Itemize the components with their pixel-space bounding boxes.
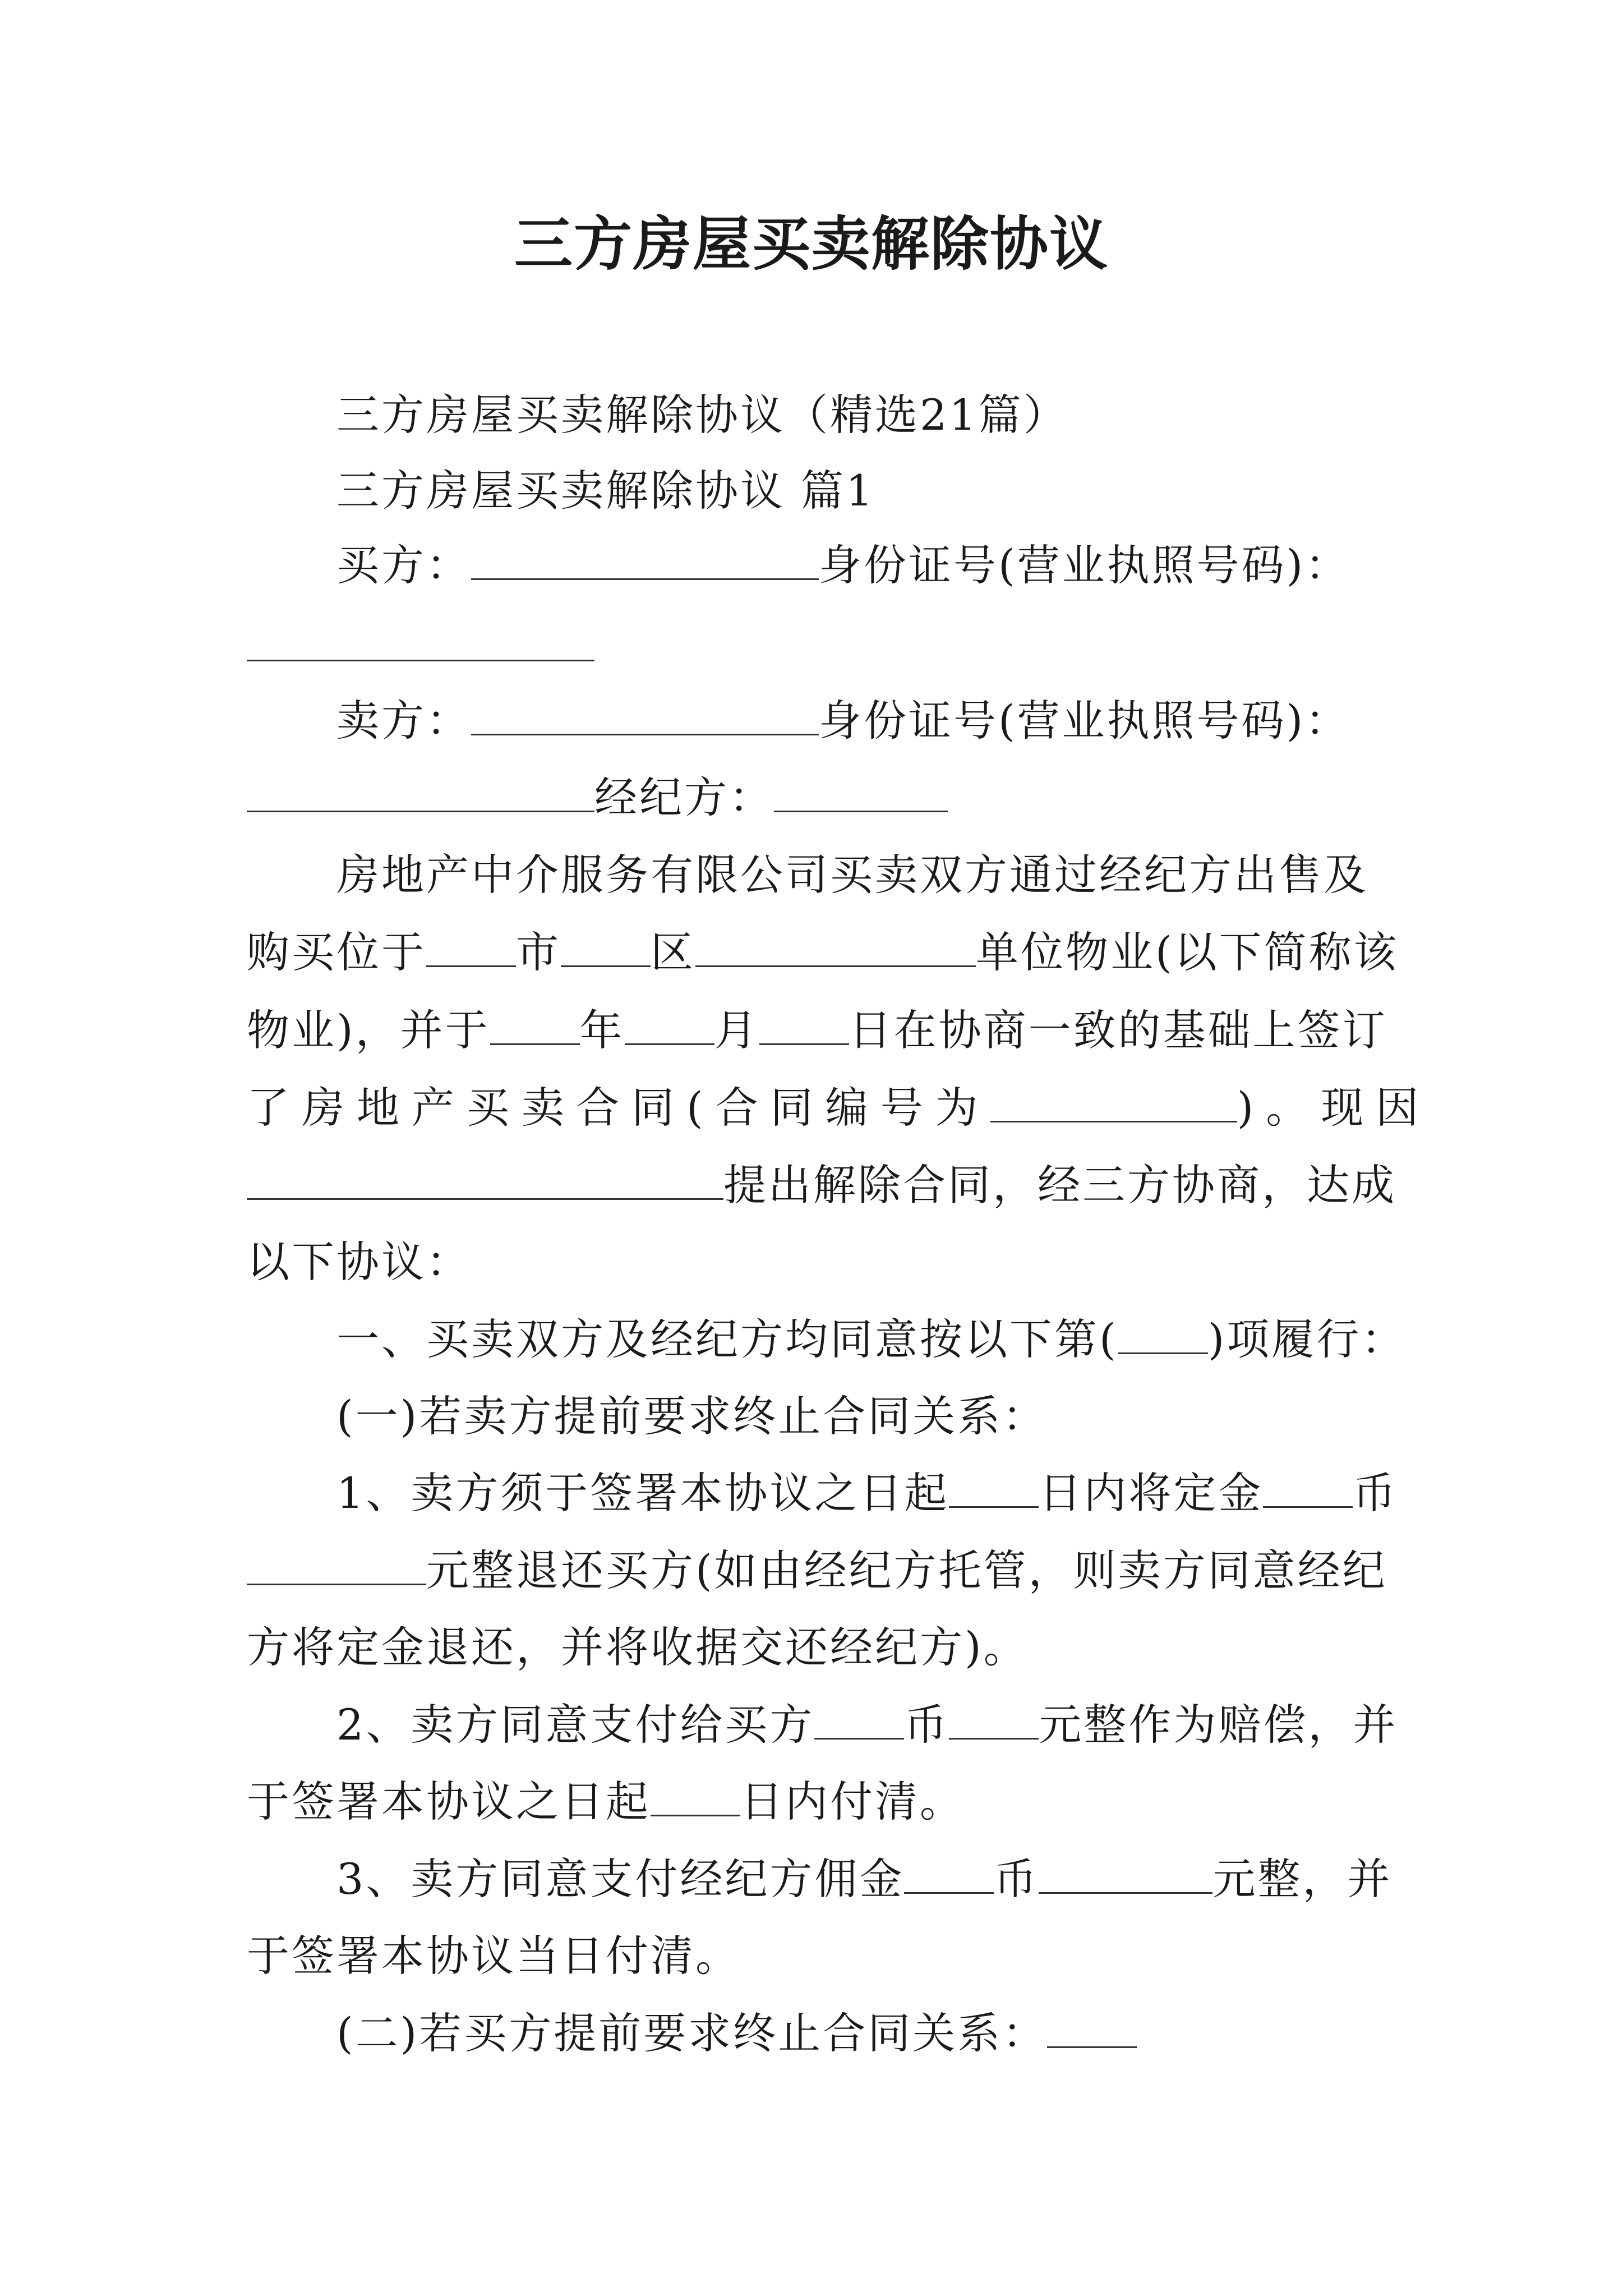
agent-line — [247, 770, 948, 826]
buyer-name-blank[interactable] — [471, 538, 819, 580]
contract-number-blank[interactable] — [990, 1080, 1237, 1122]
para1-line3: 物业)，并于 年 月 日在协商一致的基础上签订 — [247, 1002, 1387, 1059]
seller-id-blank[interactable] — [247, 770, 594, 812]
refund-days-blank[interactable] — [949, 1466, 1039, 1508]
item3-line1: 3、卖方同意支付经纪方佣金 币 元整，并 — [336, 1851, 1392, 1907]
para1-line5: 提出解除合同，经三方协商，达成 — [247, 1157, 1396, 1213]
day-blank[interactable] — [759, 1003, 849, 1045]
para1-line6: 以下协议： — [247, 1237, 471, 1287]
month-blank[interactable] — [625, 1003, 714, 1045]
buyer-label: 买方： — [336, 540, 471, 590]
commission-currency-blank[interactable] — [904, 1852, 994, 1894]
compensation-amount-blank[interactable] — [949, 1697, 1039, 1740]
item3-line2: 于签署本协议当日付清。 — [247, 1931, 740, 1981]
seller-label: 卖方： — [336, 696, 471, 746]
item2-line2: 于签署本协议之日起 日内付清。 — [247, 1774, 965, 1830]
item1-line1: 1、卖方须于签署本协议之日起 日内将定金 币 — [336, 1465, 1398, 1521]
subtitle: 三方房屋买卖解除协议（精选21篇） — [336, 390, 1068, 440]
deposit-currency-blank[interactable] — [1263, 1466, 1353, 1508]
compensation-currency-blank[interactable] — [814, 1697, 904, 1740]
subsection-1: (一)若卖方提前要求终止合同关系： — [336, 1391, 1048, 1441]
para1-line1: 房地产中介服务有限公司买卖双方通过经纪方出售及 — [336, 850, 1368, 900]
clause1-line: 一、买卖双方及经纪方均同意按以下第( )项履行： — [336, 1312, 1406, 1368]
district-blank[interactable] — [561, 925, 651, 967]
seller-line — [336, 693, 1350, 749]
property-unit-blank[interactable] — [695, 925, 976, 967]
option-blank[interactable] — [1118, 1312, 1208, 1354]
document-title: 三方房屋买卖解除协议 — [514, 209, 1109, 278]
para1-line4: 了房地产买卖合同(合同编号为 )。现因 — [247, 1080, 1431, 1136]
item1-line3: 方将定金退还，并将收据交还经纪方)。 — [247, 1622, 1029, 1672]
seller-name-blank[interactable] — [471, 693, 819, 735]
para1-line2: 购买位于 市 区 单位物业(以下简称该 — [247, 924, 1399, 981]
seller-id-label: 身份证号(营业执照号码)： — [819, 696, 1350, 746]
agent-name-blank[interactable] — [774, 770, 948, 812]
item2-line1: 2、卖方同意支付给买方 币 元整作为赔偿，并 — [336, 1697, 1398, 1753]
payment-days-blank[interactable] — [651, 1774, 740, 1816]
item1-line2: 元整退还买方(如由经纪方托管，则卖方同意经纪 — [247, 1543, 1387, 1599]
subsection-2-line — [336, 2005, 1137, 2062]
reason-blank[interactable] — [247, 1158, 723, 1200]
section-heading: 三方房屋买卖解除协议 篇1 — [336, 466, 875, 516]
deposit-amount-blank[interactable] — [247, 1543, 426, 1585]
commission-amount-blank[interactable] — [1039, 1852, 1212, 1894]
subsection-2-blank[interactable] — [1047, 2006, 1137, 2048]
buyer-id-blank[interactable] — [247, 623, 594, 661]
agent-label: 经纪方： — [594, 772, 774, 822]
city-blank[interactable] — [426, 925, 516, 967]
subsection-2: (二)若买方提前要求终止合同关系： — [336, 2008, 1048, 2058]
buyer-line — [336, 537, 1350, 593]
buyer-id-label: 身份证号(营业执照号码)： — [819, 540, 1350, 590]
year-blank[interactable] — [490, 1003, 580, 1045]
